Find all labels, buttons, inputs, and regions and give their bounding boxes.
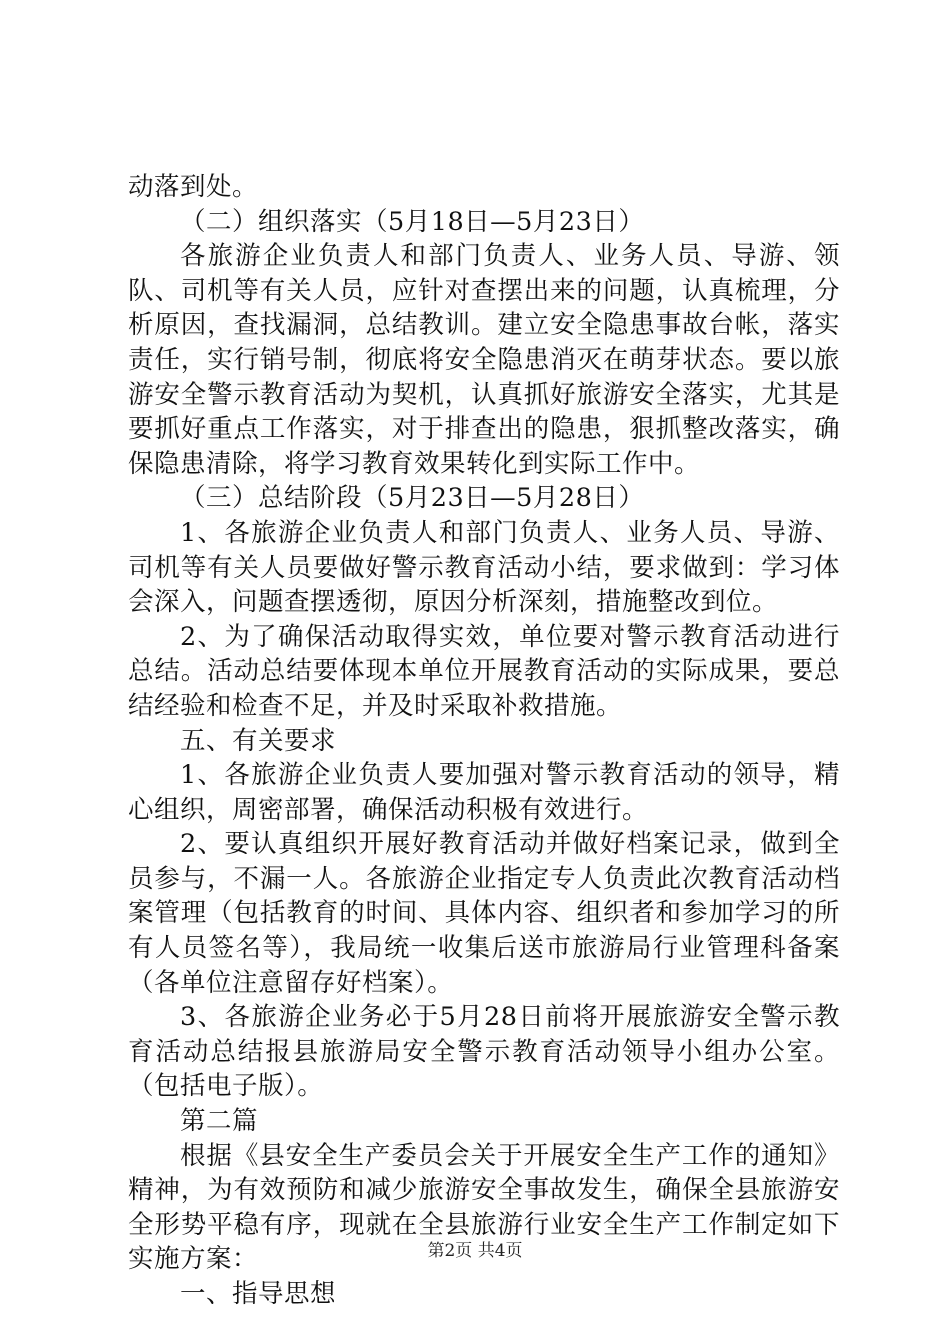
section-heading-organize: （二）组织落实（5月18日—5月23日）	[180, 206, 645, 237]
section-heading-summary: （三）总结阶段（5月23日—5月28日）	[180, 483, 645, 514]
document-body	[128, 170, 840, 1312]
paragraph-organize-body: 各旅游企业负责人和部门负责人、业务人员、导游、领队、司机等有关人员，应针对查摆出来的问题，认真梳理，分析原因，查找漏洞，总结教训。建立安全隐患事故台帐，落实责任，实行销号制，彻底将安全隐患消灭在萌芽状态。要以旅游安全警示教育活动为契机，认真抓好旅游安全落实，尤其是要抓好重点工作落实，对于排查出的隐患，狠抓整改落实，确保隐患清除，将学习教育效果转化到实际工作中。	[128, 241, 840, 479]
paragraph-summary-1: 1、各旅游企业负责人和部门负责人、业务人员、导游、司机等有关人员要做好警示教育活动小结，要求做到：学习体会深入，问题查摆透彻，原因分析深刻，措施整改到位。	[128, 517, 840, 618]
section-heading-guiding-idea: 一、指导思想	[180, 1279, 337, 1309]
section-heading-part-two: 第二篇	[180, 1106, 259, 1137]
paragraph-continuation: 动落到处。	[128, 172, 259, 202]
paragraph-summary-2: 2、为了确保活动取得实效，单位要对警示教育活动进行总结。活动总结要体现本单位开展教育活动的实际成果，要总结经验和检查不足，并及时采取补救措施。	[128, 621, 840, 721]
section-heading-requirements: 五、有关要求	[180, 725, 337, 756]
paragraph-requirement-1: 1、各旅游企业负责人要加强对警示教育活动的领导，精心组织，周密部署，确保活动积极有效进行。	[128, 760, 840, 825]
paragraph-requirement-2: 2、要认真组织开展好教育活动并做好档案记录，做到全员参与，不漏一人。各旅游企业指定专人负责此次教育活动档案管理（包括教育的时间、具体内容、组织者和参加学习的所有人员签名等），我局统一收集后送市旅游局行业管理科备案（各单位注意留存好档案）。	[128, 829, 840, 998]
paragraph-requirement-3: 3、各旅游企业务必于5月28日前将开展旅游安全警示教育活动总结报县旅游局安全警示教育活动领导小组办公室。（包括电子版）。	[128, 1002, 840, 1102]
paragraph-part-two-intro: 根据《县安全生产委员会关于开展安全生产工作的通知》精神，为有效预防和减少旅游安全事故发生，确保全县旅游安全形势平稳有序，现就在全县旅游行业安全生产工作制定如下实施方案：	[128, 1140, 840, 1275]
page-number-footer: 第2页 共4页	[427, 1241, 523, 1261]
